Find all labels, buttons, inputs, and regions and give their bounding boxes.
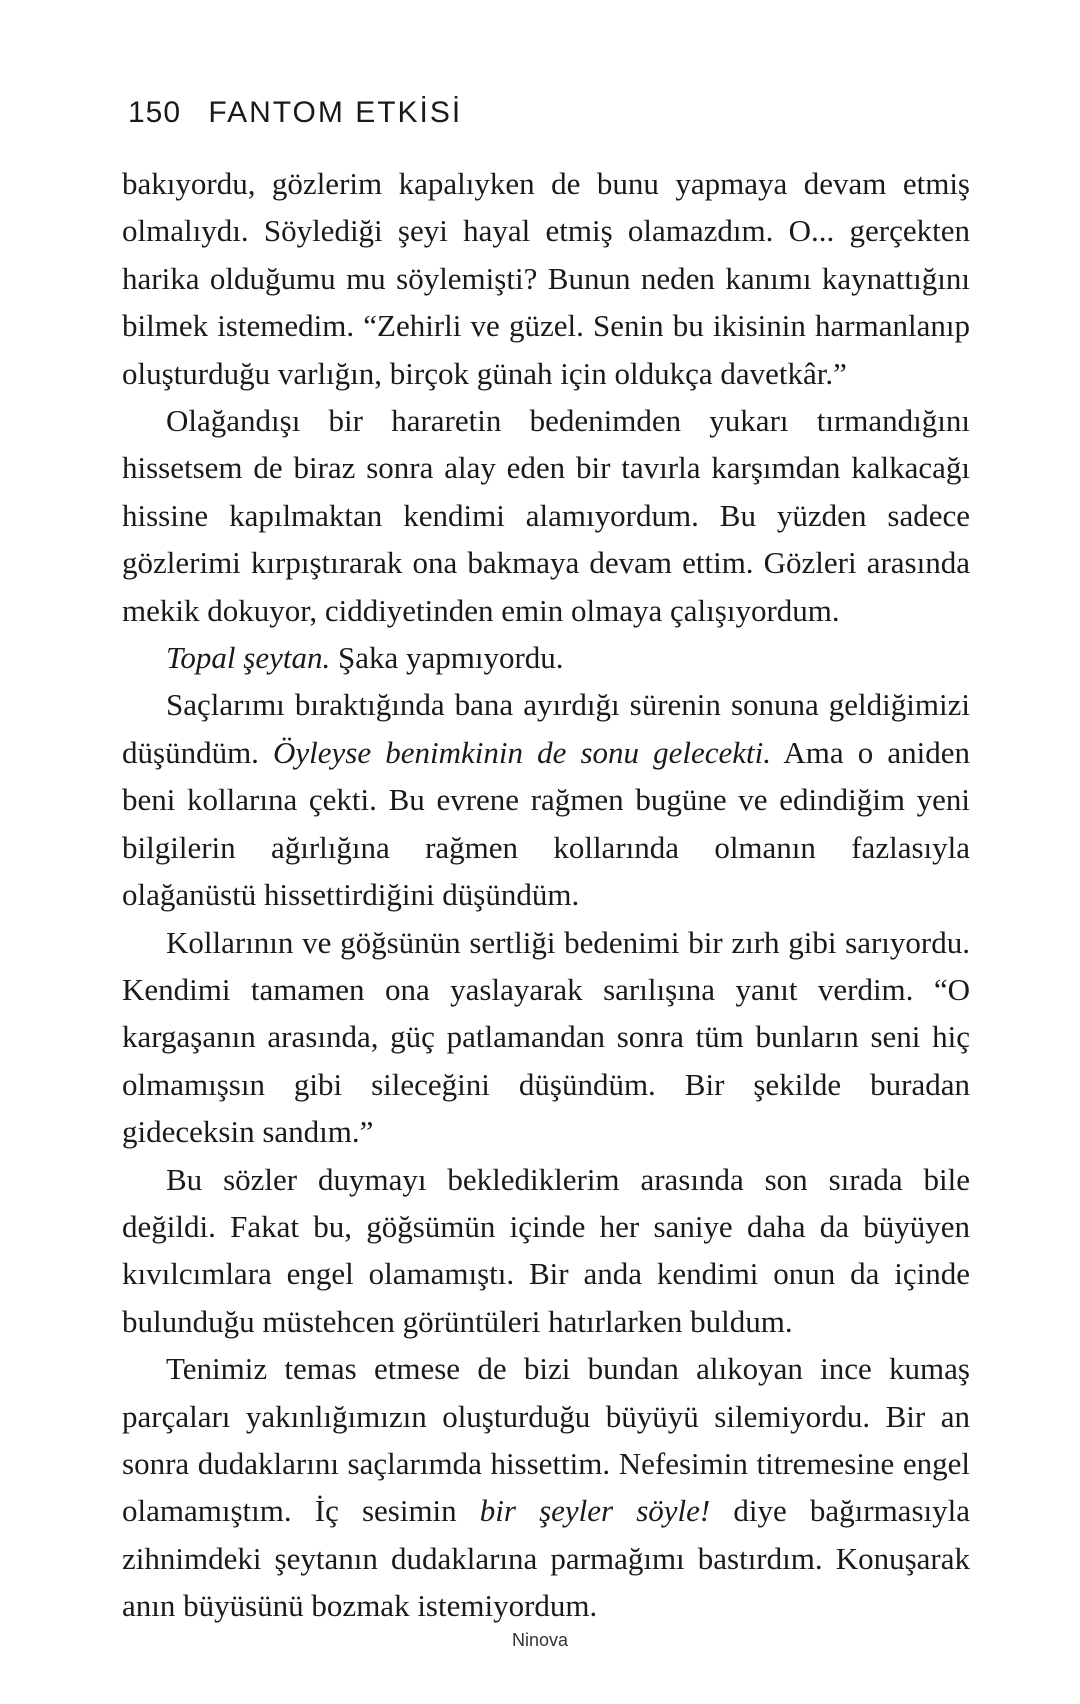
paragraph-7-start: Tenimiz temas etmese de bizi bundan alıkoyan ince kumaş parçaları yakınlığımızın oluşturduğu büyüyü silemiyordu. Bir an sonra dudaklarını saçlarımda hissettim. Nefesimin titremesine engel olamamıştım. İç sesimin (122, 1351, 970, 1529)
paragraph-4-italic: Öyleyse benimkinin de sonu gelecekti. (273, 734, 771, 770)
paragraph-2: Olağandışı bir hararetin bedenimden yukarı tırmandığını hissetsem de biraz sonra alay eden bir tavırla karşımdan kalkacağı hissine kapılmaktan kendimi alamıyordum. Bu yüzden sadece gözlerimi kırpıştırarak ona bakmaya devam ettim. Gözleri arasında mekik dokuyor, ciddiyetinden emin olmaya çalışıyordum. (122, 403, 970, 628)
paragraph-1: bakıyordu, gözlerim kapalıyken de bunu yapmaya devam etmiş olmalıydı. Söylediği şeyi hayal etmiş olamazdım. O... gerçekten harika olduğumu mu söylemişti? Bunun neden kanımı kaynattığını bilmek istemedim. “Zehirli ve güzel. Senin bu ikisinin harmanlanıp oluşturduğu varlığın, birçok günah için oldukça davetkâr.” (122, 166, 970, 391)
paragraph-4-start: Saçlarımı bıraktığında bana ayırdığı sürenin sonuna geldiğimizi düşündüm. (122, 687, 970, 770)
paragraph-3 (122, 634, 970, 681)
page-header (128, 96, 462, 130)
paragraph-3-text: Şaka yapmıyordu. (330, 640, 564, 676)
paragraph-4 (122, 681, 970, 918)
paragraph-6: Bu sözler duymayı beklediklerim arasında son sırada bile değildi. Fakat bu, göğsümün içinde her saniye daha da büyüyen kıvılcımlara engel olamamıştı. Bir anda kendimi onun da içinde bulunduğu müstehcen görüntüleri hatırlarken buldum. (122, 1161, 970, 1339)
paragraph-7 (122, 1345, 970, 1629)
page-number: 150 (128, 96, 182, 129)
running-title: FANTOM ETKİSİ (208, 96, 463, 129)
paragraph-4-end: Ama o aniden beni kollarına çekti. Bu evrene rağmen bugüne ve edindiğim yeni bilgilerin ağırlığına rağmen kollarında olmanın fazlasıyla olağanüstü hissettirdiğini düşündüm. (122, 734, 970, 913)
paragraph-3-italic: Topal şeytan. (166, 640, 331, 676)
paragraph-7-end: diye bağırmasıyla zihnimdeki şeytanın dudaklarına parmağımı bastırdım. Konuşarak anın büyüsünü bozmak istemiyordum. (122, 1493, 970, 1624)
paragraph-5: Kollarının ve göğsünün sertliği bedenimi bir zırh gibi sarıyordu. Kendimi tamamen ona yaslayarak sarılışına yanıt verdim. “O kargaşanın arasında, güç patlamandan sonra tüm bunların seni hiç olmamışsın gibi sileceğini düşündüm. Bir şekilde buradan gideceksin sandım.” (122, 924, 970, 1150)
footer-credit: Ninova (511, 1630, 569, 1650)
text-body (122, 160, 970, 1630)
paragraph-7-italic: bir şeyler söyle! (479, 1493, 711, 1529)
